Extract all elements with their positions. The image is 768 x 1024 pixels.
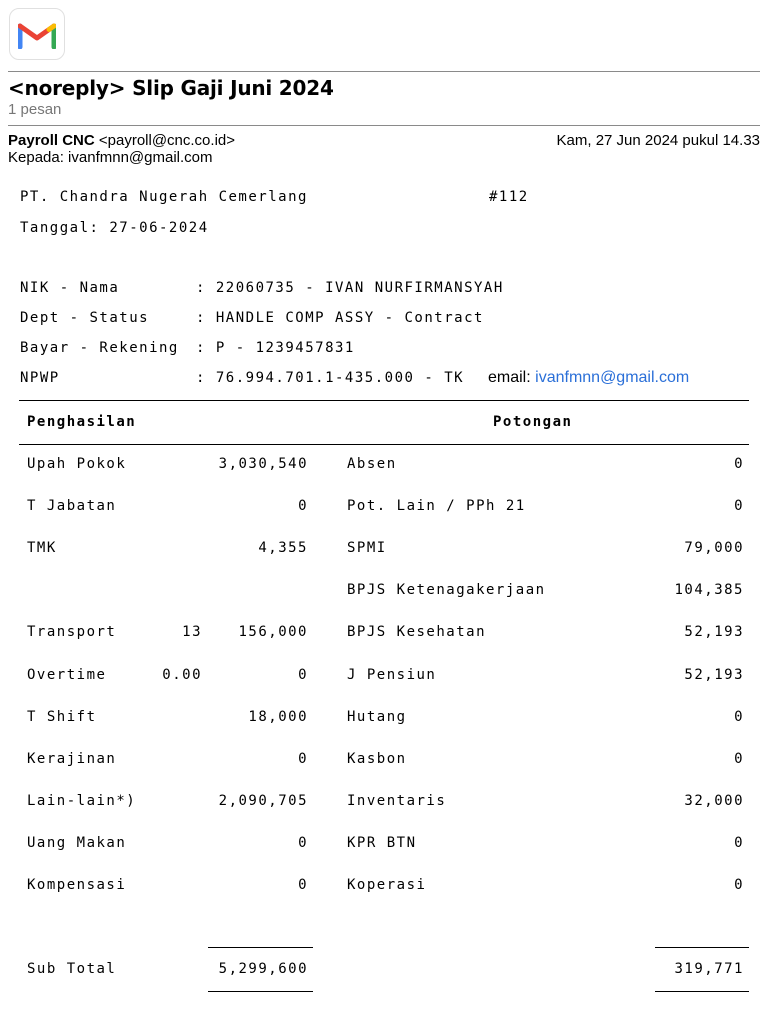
- field-value: : HANDLE COMP ASSY - Contract: [196, 310, 484, 326]
- email-date: Kam, 27 Jun 2024 pukul 14.33: [556, 132, 760, 149]
- earning-label: Kerajinan: [27, 751, 117, 767]
- earning-label: Kompensasi: [27, 877, 127, 893]
- earnings-subtotal-bottomline: [208, 991, 313, 992]
- field-value: : P - 1239457831: [196, 340, 355, 356]
- company-name: PT. Chandra Nugerah Cemerlang: [20, 189, 308, 205]
- message-count: 1 pesan: [8, 101, 62, 118]
- earning-amount: 2,090,705: [218, 793, 308, 809]
- deduction-label: BPJS Kesehatan: [347, 624, 487, 640]
- deduction-amount: 32,000: [684, 793, 744, 809]
- gmail-logo: [9, 8, 65, 60]
- earning-qty: 0.00: [162, 667, 202, 683]
- deduction-label: Inventaris: [347, 793, 447, 809]
- earning-qty: 13: [182, 624, 202, 640]
- deduction-label: Koperasi: [347, 877, 427, 893]
- field-label: NIK - Nama: [20, 280, 120, 296]
- subject-divider: [8, 125, 760, 126]
- field-value: : 76.994.701.1-435.000 - TK: [196, 370, 465, 386]
- slip-number: #112: [489, 189, 529, 205]
- deductions-subtotal: 319,771: [674, 961, 744, 977]
- earning-label: Transport: [27, 624, 117, 640]
- earning-label: TMK: [27, 540, 57, 556]
- deduction-amount: 52,193: [684, 624, 744, 640]
- deduction-amount: 104,385: [674, 582, 744, 598]
- gmail-m-icon: [18, 19, 56, 49]
- deduction-label: Hutang: [347, 709, 407, 725]
- recipient: Kepada: ivanfmnn@gmail.com: [8, 149, 213, 166]
- header-divider: [8, 71, 760, 72]
- earning-amount: 0: [298, 667, 308, 683]
- earning-amount: 3,030,540: [218, 456, 308, 472]
- earning-label: Uang Makan: [27, 835, 127, 851]
- deduction-amount: 0: [734, 877, 744, 893]
- earning-label: Lain-lain*): [27, 793, 137, 809]
- deduction-label: Absen: [347, 456, 397, 472]
- sender-address: <payroll@cnc.co.id>: [98, 132, 236, 149]
- earning-amount: 0: [298, 835, 308, 851]
- subtotal-label: Sub Total: [27, 961, 117, 977]
- field-label: NPWP: [20, 370, 60, 386]
- earning-label: Upah Pokok: [27, 456, 127, 472]
- field-label: Dept - Status: [20, 310, 150, 326]
- deduction-amount: 0: [734, 498, 744, 514]
- email-link[interactable]: ivanfmnn@gmail.com: [535, 369, 690, 386]
- earnings-subtotal: 5,299,600: [218, 961, 308, 977]
- table-header-line: [19, 444, 749, 445]
- email-label: email:: [488, 369, 531, 386]
- deduction-amount: 0: [734, 709, 744, 725]
- earning-label: Overtime: [27, 667, 107, 683]
- employee-email: [488, 369, 689, 387]
- deduction-amount: 79,000: [684, 540, 744, 556]
- deduction-label: J Pensiun: [347, 667, 437, 683]
- earning-label: T Shift: [27, 709, 97, 725]
- table-top-line: [19, 400, 749, 401]
- sender-name: Payroll CNC: [8, 132, 95, 149]
- deduction-label: BPJS Ketenagakerjaan: [347, 582, 546, 598]
- email-subject: <noreply> Slip Gaji Juni 2024: [8, 76, 334, 100]
- deduction-amount: 0: [734, 835, 744, 851]
- earnings-header: Penghasilan: [27, 414, 137, 430]
- deductions-header: Potongan: [493, 414, 573, 430]
- sender: [8, 132, 235, 149]
- deduction-amount: 52,193: [684, 667, 744, 683]
- earning-amount: 0: [298, 751, 308, 767]
- slip-date: Tanggal: 27-06-2024: [20, 220, 209, 236]
- field-label: Bayar - Rekening: [20, 340, 179, 356]
- earning-amount: 18,000: [248, 709, 308, 725]
- field-value: : 22060735 - IVAN NURFIRMANSYAH: [196, 280, 504, 296]
- earning-amount: 0: [298, 877, 308, 893]
- earning-label: T Jabatan: [27, 498, 117, 514]
- deduction-amount: 0: [734, 751, 744, 767]
- deductions-subtotal-topline: [655, 947, 749, 948]
- deduction-label: Kasbon: [347, 751, 407, 767]
- earnings-subtotal-topline: [208, 947, 313, 948]
- deduction-label: SPMI: [347, 540, 387, 556]
- earning-amount: 156,000: [238, 624, 308, 640]
- earning-amount: 0: [298, 498, 308, 514]
- deduction-amount: 0: [734, 456, 744, 472]
- deductions-subtotal-bottomline: [655, 991, 749, 992]
- deduction-label: Pot. Lain / PPh 21: [347, 498, 526, 514]
- deduction-label: KPR BTN: [347, 835, 417, 851]
- earning-amount: 4,355: [258, 540, 308, 556]
